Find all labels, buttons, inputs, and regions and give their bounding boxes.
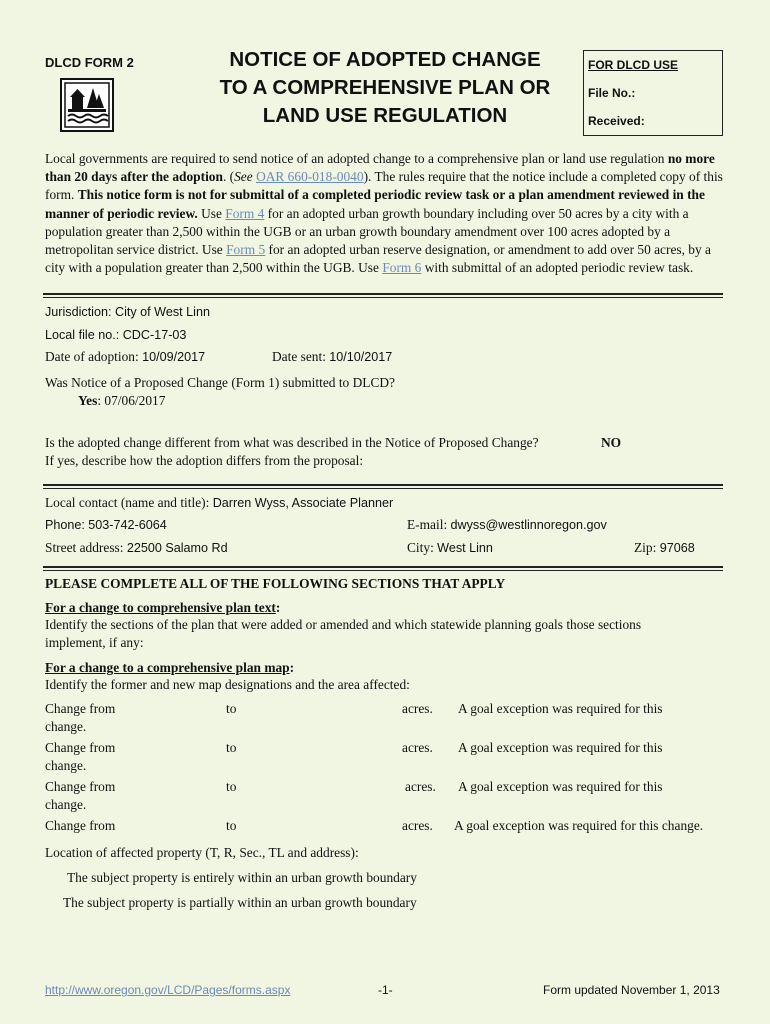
form-title [205, 46, 565, 130]
zip-label: Zip: [634, 540, 657, 555]
title-line: TO A COMPREHENSIVE PLAN OR [219, 76, 551, 99]
street-address [45, 540, 228, 556]
change-from-label: Change from [45, 701, 116, 716]
divider [43, 566, 723, 571]
date-of-adoption [45, 349, 205, 365]
received-label: Received: [588, 114, 645, 128]
describe-question: If yes, describe how the adoption differs from the proposal: [45, 453, 364, 468]
intro-text: ). The rules require that the notice include a completed copy of this form. [45, 169, 723, 203]
zip-value: 97068 [659, 541, 695, 555]
phone [45, 517, 167, 533]
acres-label: acres. [405, 779, 436, 794]
forms-url-link[interactable]: http://www.oregon.gov/LCD/Pages/forms.aspx [45, 983, 291, 997]
local-contact-label: Local contact (name and title): [45, 495, 210, 510]
dlcd-use-label: FOR DLCD USE [588, 58, 678, 72]
ugb-partial-option[interactable]: The subject property is partially within an urban growth boundary [63, 895, 417, 910]
goal-exception-label: A goal exception was required for this [458, 779, 663, 794]
yes-label: Yes [78, 393, 98, 408]
local-file-no: Local file no.: CDC-17-03 [45, 328, 187, 342]
goal-exception-label: A goal exception was required for this [458, 701, 663, 716]
text-change-heading-label: For a change to comprehensive plan text [45, 600, 276, 615]
yes-date: : 07/06/2017 [97, 393, 166, 408]
street-label: Street address: [45, 540, 124, 555]
intro-text: for an adopted urban growth boundary including over 50 acres by a city with a population greater than 2,500 within the UGB or an urban growth boundary amendment over 100 acres adopted by a metropolitan service district. Use [45, 205, 689, 258]
date-sent [272, 349, 392, 365]
file-no-label: File No.: [588, 86, 636, 100]
oar-link[interactable]: OAR 660-018-0040 [256, 169, 364, 185]
date-adoption-value: 10/09/2017 [142, 350, 206, 364]
title-line: LAND USE REGULATION [262, 104, 508, 127]
map-change-desc: Identify the former and new map designations and the area affected: [45, 677, 410, 692]
intro-text: Use [197, 205, 226, 221]
intro-text: . ( [222, 169, 235, 185]
intro-text: for an adopted urban reserve designation, or amendment to add over 50 acres, by a city with a population greater than 2,500 within the UGB. Use [45, 242, 711, 276]
acres-label: acres. [402, 818, 433, 833]
intro-text: Local governments are required to send notice of an adopted change to a comprehensive plan or land use regulation [45, 151, 668, 166]
acres-label: acres. [402, 740, 433, 755]
title-line: NOTICE OF ADOPTED CHANGE [229, 48, 541, 71]
intro-see: See [234, 169, 253, 185]
change-from-label: Change from [45, 779, 116, 794]
local-contact-value: Darren Wyss, Associate Planner [212, 496, 394, 510]
to-label: to [226, 818, 237, 833]
different-question: Is the adopted change different from what was described in the Notice of Proposed Change? [45, 435, 539, 450]
map-change-heading-label: For a change to a comprehensive plan map [45, 660, 290, 675]
to-label: to [226, 779, 237, 794]
divider [43, 293, 723, 298]
form5-link[interactable]: Form 5 [226, 242, 266, 258]
different-answer: NO [601, 435, 622, 450]
page-number: -1- [378, 983, 393, 997]
sections-heading: PLEASE COMPLETE ALL OF THE FOLLOWING SECTIONS THAT APPLY [45, 576, 506, 591]
zip [634, 540, 695, 556]
text-change-heading: For a change to comprehensive plan text: [45, 600, 281, 615]
change-from-label: Change from [45, 818, 116, 833]
form4-link[interactable]: Form 4 [225, 205, 265, 221]
form-updated: Form updated November 1, 2013 [543, 983, 720, 997]
change-word: change. [45, 719, 87, 734]
intro-deadline: no more than 20 days after the adoption [45, 151, 715, 185]
goal-exception-label: A goal exception was required for this change. [454, 818, 704, 833]
jurisdiction: Jurisdiction: City of West Linn [45, 305, 210, 319]
change-from-label: Change from [45, 740, 116, 755]
intro-paragraph [45, 150, 725, 277]
change-word: change. [45, 758, 87, 773]
form6-link[interactable]: Form 6 [382, 260, 422, 276]
text-change-desc: implement, if any: [45, 635, 144, 650]
to-label: to [226, 701, 237, 716]
proposed-change-answer [78, 393, 165, 409]
dlcd-use-box [583, 50, 723, 136]
intro-warning: This notice form is not for submittal of a completed periodic review task or a plan amendment reviewed in the manner of periodic review. [45, 187, 705, 221]
change-word: change. [45, 797, 87, 812]
city [407, 540, 493, 556]
ugb-entire-option[interactable]: The subject property is entirely within an urban growth boundary [67, 870, 417, 885]
email-label: E-mail: [407, 517, 448, 532]
goal-exception-label: A goal exception was required for this [458, 740, 663, 755]
phone-label: Phone: [45, 518, 85, 532]
city-value: West Linn [437, 541, 493, 555]
date-sent-label: Date sent: [272, 349, 326, 364]
city-label: City: [407, 540, 434, 555]
date-sent-value: 10/10/2017 [329, 350, 393, 364]
date-adoption-label: Date of adoption: [45, 349, 139, 364]
oregon-dlcd-logo-icon [60, 78, 114, 132]
local-contact [45, 495, 393, 511]
email [407, 517, 607, 533]
to-label: to [226, 740, 237, 755]
proposed-change-question: Was Notice of a Proposed Change (Form 1) submitted to DLCD? [45, 375, 395, 390]
phone-value: 503-742-6064 [88, 518, 167, 532]
text-change-desc: Identify the sections of the plan that were added or amended and which statewide planning goals those sections [45, 617, 642, 632]
acres-label: acres. [402, 701, 433, 716]
form-number: DLCD FORM 2 [45, 55, 134, 70]
street-value: 22500 Salamo Rd [126, 541, 228, 555]
location-label: Location of affected property (T, R, Sec., TL and address): [45, 845, 359, 860]
divider [43, 484, 723, 489]
intro-text: with submittal of an adopted periodic review task. [421, 260, 694, 276]
email-value: dwyss@westlinnoregon.gov [450, 518, 607, 532]
map-change-heading: For a change to a comprehensive plan map: [45, 660, 295, 675]
